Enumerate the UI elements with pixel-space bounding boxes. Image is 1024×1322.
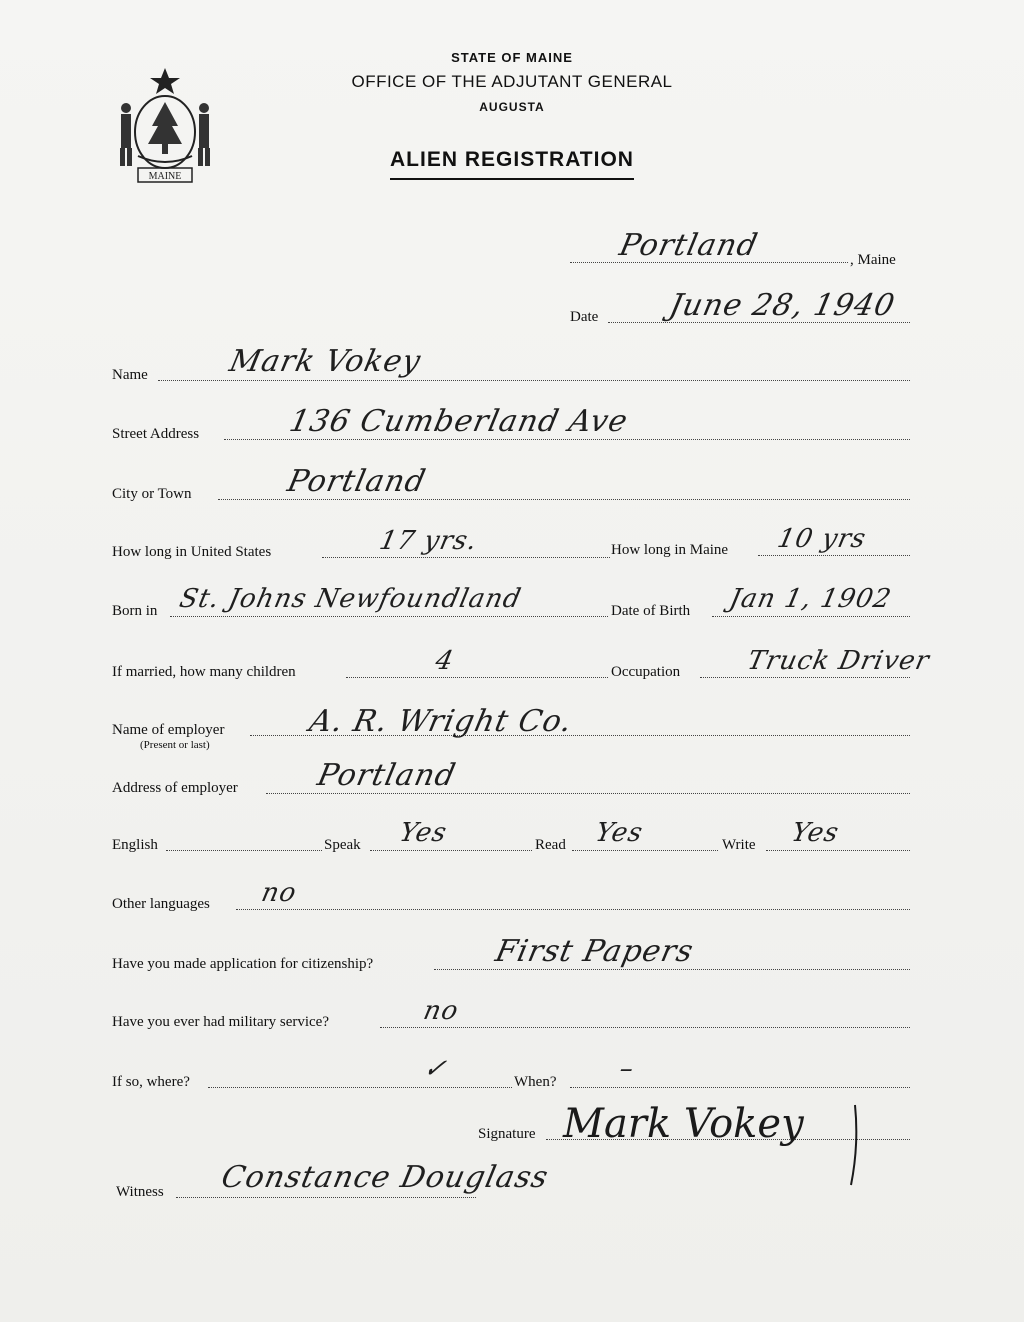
when-label: When?: [514, 1074, 557, 1090]
children-line: [346, 677, 608, 678]
read-line: [572, 850, 718, 851]
born-in-label: Born in: [112, 603, 158, 619]
occupation-entry: Truck Driver: [744, 646, 933, 676]
citizenship-line: [434, 969, 910, 970]
street-entry: 136 Cumberland Ave: [286, 404, 632, 439]
how-long-maine-label: How long in Maine: [611, 542, 729, 558]
employer-name-label: Name of employer: [112, 722, 225, 738]
other-languages-entry: no: [258, 878, 300, 908]
children-label: If married, how many children: [112, 664, 296, 680]
name-entry: Mark Vokey: [226, 344, 425, 379]
city-label: City or Town: [112, 486, 192, 502]
born-in-entry: St. Johns Newfoundland: [176, 584, 525, 614]
how-long-maine-line: [758, 555, 910, 556]
when-entry: –: [616, 1054, 638, 1084]
military-label: Have you ever had military service?: [112, 1014, 329, 1030]
signature-mark: [555, 1085, 895, 1195]
dob-line: [712, 616, 910, 617]
military-entry: no: [420, 996, 462, 1026]
employer-address-line: [266, 793, 910, 794]
how-long-us-label: How long in United States: [112, 544, 272, 560]
read-label: Read: [535, 837, 566, 853]
how-long-us-entry: 17 yrs.: [376, 526, 481, 556]
city-entry: Portland: [284, 464, 430, 499]
name-label: Name: [112, 367, 148, 383]
witness-entry: Constance Douglass: [218, 1160, 552, 1195]
citizenship-label: Have you made application for citizenship?: [112, 956, 374, 972]
state-heading: STATE OF MAINE: [451, 50, 573, 65]
svg-text:MAINE: MAINE: [148, 171, 182, 182]
witness-line: [176, 1197, 476, 1198]
write-label: Write: [722, 837, 756, 853]
place-entry: Portland: [616, 228, 762, 263]
maine-label: , Maine: [850, 252, 896, 268]
english-line: [166, 850, 322, 851]
occupation-label: Occupation: [611, 664, 681, 680]
employer-note: (Present or last): [140, 739, 210, 751]
street-label: Street Address: [112, 426, 200, 442]
english-label: English: [112, 837, 158, 853]
name-line: [158, 380, 910, 381]
where-entry: ✓: [420, 1054, 450, 1084]
occupation-line: [700, 677, 910, 678]
other-languages-line: [236, 909, 910, 910]
born-in-line: [170, 616, 608, 617]
where-label: If so, where?: [112, 1074, 190, 1090]
write-line: [766, 850, 910, 851]
speak-line: [370, 850, 532, 851]
military-line: [380, 1027, 910, 1028]
city-line: [218, 499, 910, 500]
date-entry: June 28, 1940: [666, 288, 899, 323]
how-long-maine-entry: 10 yrs: [774, 524, 870, 554]
employer-address-entry: Portland: [314, 758, 460, 793]
dob-entry: Jan 1, 1902: [726, 584, 895, 614]
signature-entry: Mark Vokey: [563, 1101, 804, 1147]
office-heading: OFFICE OF THE ADJUTANT GENERAL: [351, 72, 673, 91]
form-title: ALIEN REGISTRATION: [0, 148, 1024, 180]
other-languages-label: Other languages: [112, 896, 210, 912]
citizenship-entry: First Papers: [492, 934, 697, 969]
dob-label: Date of Birth: [611, 603, 691, 619]
speak-entry: Yes: [396, 818, 450, 848]
where-line: [208, 1087, 512, 1088]
date-label: Date: [570, 309, 599, 325]
witness-label: Witness: [116, 1184, 164, 1200]
speak-label: Speak: [324, 837, 361, 853]
employer-address-label: Address of employer: [112, 780, 238, 796]
street-line: [224, 439, 910, 440]
children-entry: 4: [432, 646, 457, 676]
employer-name-entry: A. R. Wright Co.: [306, 704, 576, 739]
how-long-us-line: [322, 557, 610, 558]
city-heading: AUGUSTA: [479, 100, 545, 114]
write-entry: Yes: [788, 818, 842, 848]
signature-label: Signature: [478, 1126, 536, 1142]
read-entry: Yes: [592, 818, 646, 848]
